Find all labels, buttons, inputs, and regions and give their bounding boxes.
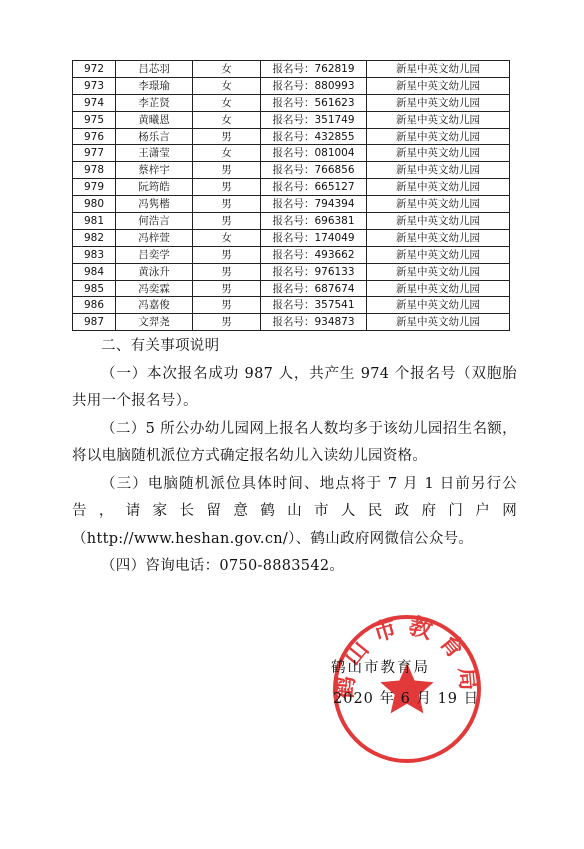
cell-num: 982 [73,229,116,246]
cell-name: 黄泳升 [116,263,193,280]
cell-name: 蔡梓宇 [116,162,193,179]
table-row [73,77,510,94]
cell-name: 何浩言 [116,213,193,230]
cell-gender: 男 [193,280,261,297]
cell-reg: 报名号：081004 [261,145,367,162]
table-row [73,94,510,111]
cell-reg: 报名号：432855 [261,128,367,145]
cell-num: 984 [73,263,116,280]
enrollment-table [72,60,510,331]
notes-section [72,333,517,581]
cell-school: 新星中英文幼儿园 [367,314,510,331]
seal-text: 鹤山市教育局 [330,612,484,701]
cell-gender: 女 [193,94,261,111]
table-row [73,263,510,280]
cell-school: 新星中英文幼儿园 [367,213,510,230]
cell-reg: 报名号：687674 [261,280,367,297]
note-item-3: （三）电脑随机派位具体时间、地点将于 7 月 1 日前另行公告，请家长留意鹤山市人民政府门户网（http://www.heshan.gov.cn/）、鹤山政府网微信公众号。 [72,475,517,547]
cell-num: 979 [73,179,116,196]
cell-reg: 报名号：665127 [261,179,367,196]
cell-reg: 报名号：696381 [261,213,367,230]
cell-reg: 报名号：766856 [261,162,367,179]
cell-gender: 男 [193,196,261,213]
cell-school: 新星中英文幼儿园 [367,297,510,314]
cell-name: 冯隽楷 [116,196,193,213]
cell-num: 980 [73,196,116,213]
note-item-4: （四）咨询电话：0750-8883542。 [101,558,345,574]
note-item-1: （一）本次报名成功 987 人，共产生 974 个报名号（双胞胎共用一个报名号）。 [72,365,517,409]
cell-reg: 报名号：357541 [261,297,367,314]
cell-school: 新星中英文幼儿园 [367,263,510,280]
cell-gender: 男 [193,246,261,263]
cell-num: 978 [73,162,116,179]
table-row [73,111,510,128]
cell-gender: 男 [193,128,261,145]
cell-school: 新星中英文幼儿园 [367,196,510,213]
cell-name: 王潇莹 [116,145,193,162]
table-row [73,128,510,145]
table-row [73,196,510,213]
official-seal-stamp [329,611,485,767]
cell-name: 李芷贤 [116,94,193,111]
cell-num: 977 [73,145,116,162]
cell-name: 吕芯羽 [116,61,193,78]
cell-gender: 女 [193,145,261,162]
cell-school: 新星中英文幼儿园 [367,280,510,297]
cell-school: 新星中英文幼儿园 [367,111,510,128]
table-row [73,145,510,162]
cell-gender: 男 [193,179,261,196]
cell-reg: 报名号：880993 [261,77,367,94]
cell-school: 新星中英文幼儿园 [367,179,510,196]
cell-gender: 男 [193,162,261,179]
cell-school: 新星中英文幼儿园 [367,162,510,179]
table-row [73,229,510,246]
issue-date: 2020 年 6 月 19 日 [333,691,480,707]
cell-school: 新星中英文幼儿园 [367,145,510,162]
cell-name: 黄曦恩 [116,111,193,128]
cell-reg: 报名号：174049 [261,229,367,246]
cell-num: 985 [73,280,116,297]
cell-num: 974 [73,94,116,111]
cell-reg: 报名号：934873 [261,314,367,331]
cell-gender: 男 [193,213,261,230]
cell-gender: 男 [193,263,261,280]
cell-reg: 报名号：351749 [261,111,367,128]
cell-school: 新星中英文幼儿园 [367,246,510,263]
cell-reg: 报名号：493662 [261,246,367,263]
table-row [73,297,510,314]
notes-heading: 二、有关事项说明 [101,338,220,354]
table-row [73,314,510,331]
cell-name: 冯梓萱 [116,229,193,246]
table-row [73,162,510,179]
cell-name: 杨乐言 [116,128,193,145]
note-item-2: （二）5 所公办幼儿园网上报名人数均多于该幼儿园招生名额，将以电脑随机派位方式确定报名幼儿入读幼儿园资格。 [72,420,517,464]
cell-num: 981 [73,213,116,230]
cell-gender: 女 [193,61,261,78]
cell-school: 新星中英文幼儿园 [367,77,510,94]
enrollment-table-body [73,61,510,331]
table-row [73,246,510,263]
cell-gender: 女 [193,77,261,94]
cell-name: 冯奕霖 [116,280,193,297]
cell-num: 973 [73,77,116,94]
cell-school: 新星中英文幼儿园 [367,128,510,145]
cell-school: 新星中英文幼儿园 [367,61,510,78]
seal-star [380,663,433,713]
cell-gender: 女 [193,229,261,246]
cell-num: 975 [73,111,116,128]
table-row [73,61,510,78]
cell-num: 976 [73,128,116,145]
table-row [73,280,510,297]
cell-num: 987 [73,314,116,331]
cell-gender: 女 [193,111,261,128]
table-row [73,179,510,196]
cell-num: 986 [73,297,116,314]
cell-school: 新星中英文幼儿园 [367,94,510,111]
cell-num: 983 [73,246,116,263]
cell-school: 新星中英文幼儿园 [367,229,510,246]
cell-reg: 报名号：561623 [261,94,367,111]
cell-name: 冯嘉俊 [116,297,193,314]
cell-reg: 报名号：762819 [261,61,367,78]
table-row [73,213,510,230]
cell-name: 吕奕学 [116,246,193,263]
cell-num: 972 [73,61,116,78]
cell-name: 阮筠皓 [116,179,193,196]
cell-reg: 报名号：794394 [261,196,367,213]
cell-name: 文羿尧 [116,314,193,331]
cell-reg: 报名号：976133 [261,263,367,280]
issuing-organization: 鹤山市教育局 [331,660,430,676]
cell-gender: 男 [193,314,261,331]
cell-name: 李璟瑜 [116,77,193,94]
cell-gender: 男 [193,297,261,314]
